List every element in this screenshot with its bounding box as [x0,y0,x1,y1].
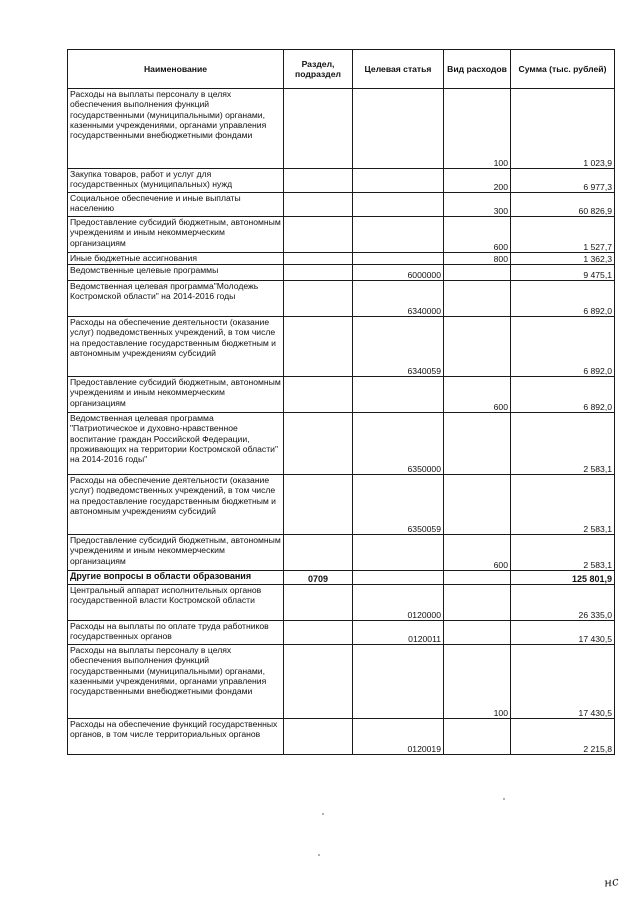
header-article: Целевая статья [353,50,444,89]
row-type-cell: 100 [444,89,511,169]
budget-table [67,49,615,755]
row-name-cell: Социальное обеспечение и иные выплаты населению [68,193,284,217]
row-article-cell: 6350059 [353,475,444,535]
row-article-cell: 6000000 [353,265,444,281]
table-row [68,253,615,265]
row-section-cell [284,535,353,571]
table-row [68,281,615,317]
row-type-cell [444,719,511,755]
row-section-cell [284,475,353,535]
scan-speck [318,854,320,856]
row-section-cell [284,377,353,413]
table-row [68,89,615,169]
row-section-cell [284,193,353,217]
row-name-cell: Иные бюджетные ассигнования [68,253,284,265]
table-row [68,719,615,755]
row-section-cell: 0709 [284,571,353,585]
row-sum-cell: 1 527,7 [511,217,615,253]
table-row [68,621,615,645]
row-article-cell [353,217,444,253]
row-sum-cell: 2 583,1 [511,535,615,571]
row-name-cell: Предоставление субсидий бюджетным, автономным учреждениям и иным некоммерческим организациям [68,217,284,253]
row-sum-cell: 6 892,0 [511,317,615,377]
row-type-cell: 200 [444,169,511,193]
row-name-cell: Центральный аппарат исполнительных органов государственной власти Костромской области [68,585,284,621]
row-name-cell: Расходы на обеспечение функций государственных органов, в том числе территориальных органов [68,719,284,755]
row-type-cell: 600 [444,535,511,571]
table-row [68,413,615,475]
row-article-cell [353,377,444,413]
row-section-cell [284,719,353,755]
row-article-cell: 6340000 [353,281,444,317]
row-name-cell: Другие вопросы в области образования [68,571,284,585]
row-sum-cell: 6 977,3 [511,169,615,193]
table-row [68,377,615,413]
row-type-cell [444,317,511,377]
row-article-cell [353,89,444,169]
row-type-cell: 600 [444,377,511,413]
table-row [68,645,615,719]
row-sum-cell: 2 583,1 [511,413,615,475]
row-type-cell [444,585,511,621]
row-name-cell: Расходы на обеспечение деятельности (оказание услуг) подведомственных учреждений, в том числе на предоставление государственным бюджетным и автономным учреждениям субсидий [68,317,284,377]
row-article-cell: 0120011 [353,621,444,645]
row-section-cell [284,265,353,281]
table-row [68,317,615,377]
header-type: Вид расходов [444,50,511,89]
row-name-cell: Закупка товаров, работ и услуг для государственных (муниципальных) нужд [68,169,284,193]
row-section-cell [284,253,353,265]
row-section-cell [284,645,353,719]
header-name: Наименование [68,50,284,89]
table-row [68,265,615,281]
table-row [68,217,615,253]
row-article-cell: 0120019 [353,719,444,755]
table-header-row [68,50,615,89]
row-type-cell [444,621,511,645]
row-sum-cell: 1 023,9 [511,89,615,169]
row-section-cell [284,281,353,317]
row-sum-cell: 2 215,8 [511,719,615,755]
row-article-cell [353,535,444,571]
row-section-cell [284,585,353,621]
row-article-cell [353,253,444,265]
row-name-cell: Расходы на обеспечение деятельности (оказание услуг) подведомственных учреждений, в том числе на предоставление государственным бюджетным и автономным учреждениям субсидий [68,475,284,535]
row-section-cell [284,89,353,169]
row-section-cell [284,413,353,475]
header-sum: Сумма (тыс. рублей) [511,50,615,89]
row-sum-cell: 1 362,3 [511,253,615,265]
row-name-cell: Ведомственная целевая программа"Молодежь Костромской области" на 2014-2016 годы [68,281,284,317]
row-section-cell [284,169,353,193]
row-section-cell [284,317,353,377]
table-row [68,169,615,193]
scan-speck [503,798,505,800]
row-section-cell [284,217,353,253]
row-type-cell [444,475,511,535]
table-row [68,571,615,585]
row-type-cell: 800 [444,253,511,265]
handwritten-initials: нс [603,874,620,890]
row-article-cell: 0120000 [353,585,444,621]
row-name-cell: Предоставление субсидий бюджетным, автономным учреждениям и иным некоммерческим организациям [68,535,284,571]
table-row [68,475,615,535]
row-article-cell [353,571,444,585]
row-type-cell [444,413,511,475]
row-sum-cell: 17 430,5 [511,645,615,719]
row-sum-cell: 2 583,1 [511,475,615,535]
row-name-cell: Расходы на выплаты персоналу в целях обеспечения выполнения функций государственными (муниципальными) органами, казенными учреждениями, органами управления государственными внебюджетными фондами [68,645,284,719]
header-section: Раздел, подраздел [284,50,353,89]
row-sum-cell: 9 475,1 [511,265,615,281]
row-type-cell: 300 [444,193,511,217]
row-sum-cell: 6 892,0 [511,377,615,413]
table-row [68,585,615,621]
row-name-cell: Ведомственные целевые программы [68,265,284,281]
scan-speck [322,813,324,815]
row-type-cell: 100 [444,645,511,719]
row-sum-cell: 6 892,0 [511,281,615,317]
table-row [68,193,615,217]
row-type-cell [444,281,511,317]
row-name-cell: Расходы на выплаты по оплате труда работников государственных органов [68,621,284,645]
row-type-cell: 600 [444,217,511,253]
row-type-cell [444,571,511,585]
row-sum-cell: 17 430,5 [511,621,615,645]
row-article-cell: 6350000 [353,413,444,475]
row-name-cell: Предоставление субсидий бюджетным, автономным учреждениям и иным некоммерческим организациям [68,377,284,413]
row-sum-cell: 60 826,9 [511,193,615,217]
row-type-cell [444,265,511,281]
row-section-cell [284,621,353,645]
row-name-cell: Расходы на выплаты персоналу в целях обеспечения выполнения функций государственными (муниципальными) органами, казенными учреждениями, органами управления государственными внебюджетными фондами [68,89,284,169]
row-article-cell: 6340059 [353,317,444,377]
row-article-cell [353,169,444,193]
table-row [68,535,615,571]
row-sum-cell: 125 801,9 [511,571,615,585]
row-name-cell: Ведомственная целевая программа "Патриотическое и духовно-нравственное воспитание граждан Российской Федерации, проживающих на территории Костромской области" на 2014-2016 годы" [68,413,284,475]
row-article-cell [353,645,444,719]
table-body [68,89,615,755]
row-article-cell [353,193,444,217]
row-sum-cell: 26 335,0 [511,585,615,621]
